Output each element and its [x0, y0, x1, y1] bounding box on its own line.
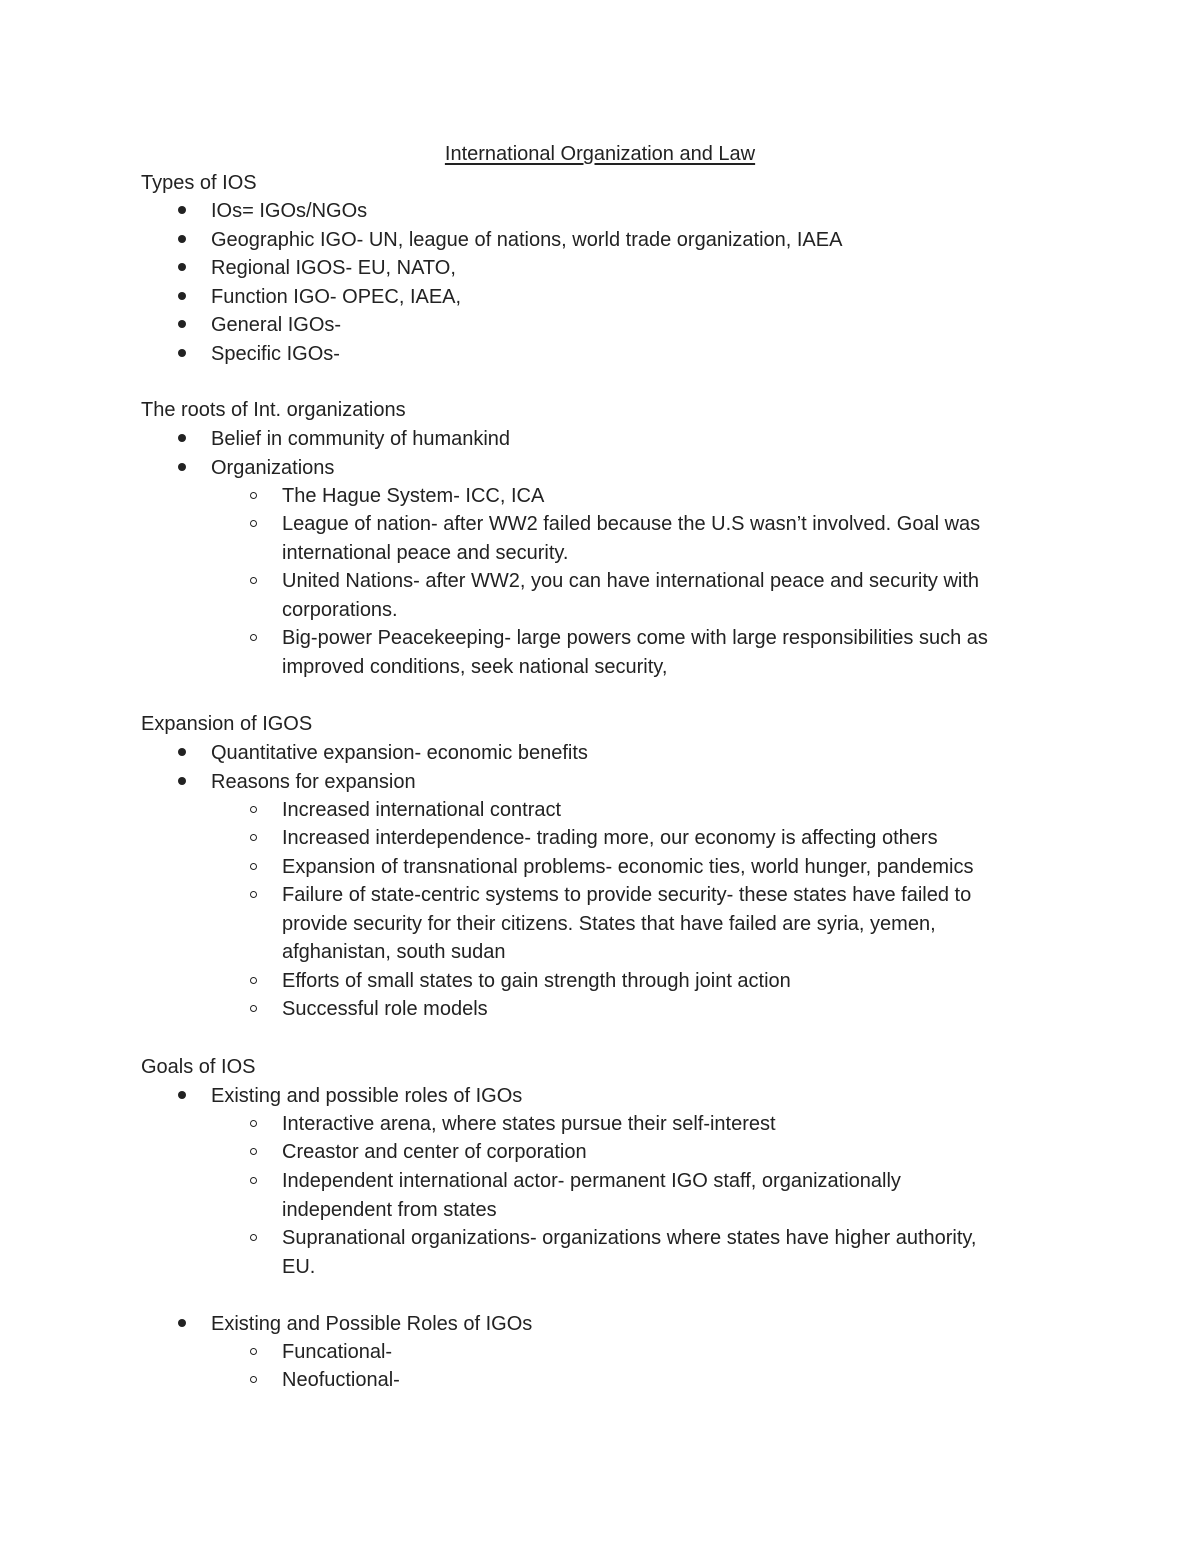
circle-bullet-icon — [250, 1120, 257, 1127]
sub-list-item: Efforts of small states to gain strength through joint action — [282, 970, 791, 992]
list-item: IOs= IGOs/NGOs — [211, 200, 368, 222]
circle-bullet-icon — [250, 1148, 257, 1155]
bullet-icon — [178, 748, 186, 756]
list-item: Regional IGOS- EU, NATO, — [211, 257, 456, 279]
sub-list-item: Supranational organizations- organizations where states have higher authority, — [282, 1227, 977, 1249]
sub-list-item: Independent international actor- permanent IGO staff, organizationally — [282, 1170, 901, 1192]
list-item: Reasons for expansion — [211, 771, 416, 793]
bullet-icon — [178, 777, 186, 785]
list-item: Belief in community of humankind — [211, 428, 511, 450]
circle-bullet-icon — [250, 1177, 257, 1184]
circle-bullet-icon — [250, 1005, 257, 1012]
sub-list-item: The Hague System- ICC, ICA — [282, 485, 545, 507]
circle-bullet-icon — [250, 577, 257, 584]
sub-list-item-continuation: independent from states — [282, 1199, 497, 1221]
list-item: General IGOs- — [211, 314, 342, 336]
sub-list-item: Successful role models — [282, 998, 488, 1020]
bullet-icon — [178, 206, 186, 214]
section-heading-goals: Goals of IOS — [141, 1056, 256, 1078]
sub-list-item-continuation: corporations. — [282, 599, 398, 621]
sub-list-item: League of nation- after WW2 failed because the U.S wasn’t involved. Goal was — [282, 513, 981, 535]
circle-bullet-icon — [250, 1376, 257, 1383]
bullet-icon — [178, 434, 186, 442]
circle-bullet-icon — [250, 1348, 257, 1355]
sub-list-item: Expansion of transnational problems- economic ties, world hunger, pandemics — [282, 856, 974, 878]
sub-list-item: Creastor and center of corporation — [282, 1141, 587, 1163]
sub-list-item: Interactive arena, where states pursue their self-interest — [282, 1113, 776, 1135]
circle-bullet-icon — [250, 977, 257, 984]
sub-list-item-continuation: EU. — [282, 1256, 316, 1278]
circle-bullet-icon — [250, 520, 257, 527]
sub-list-item-continuation: provide security for their citizens. States that have failed are syria, yemen, — [282, 913, 936, 935]
sub-list-item: Funcational- — [282, 1341, 393, 1363]
circle-bullet-icon — [250, 863, 257, 870]
circle-bullet-icon — [250, 492, 257, 499]
bullet-icon — [178, 1319, 186, 1327]
bullet-icon — [178, 1091, 186, 1099]
sub-list-item-continuation: international peace and security. — [282, 542, 569, 564]
sub-list-item: Big-power Peacekeeping- large powers come with large responsibilities such as — [282, 627, 988, 649]
list-item: Quantitative expansion- economic benefits — [211, 742, 588, 764]
bullet-icon — [178, 320, 186, 328]
list-item: Existing and possible roles of IGOs — [211, 1085, 523, 1107]
circle-bullet-icon — [250, 834, 257, 841]
page-title: International Organization and Law — [444, 143, 756, 165]
sub-list-item-continuation: improved conditions, seek national security, — [282, 656, 668, 678]
list-item: Geographic IGO- UN, league of nations, world trade organization, IAEA — [211, 229, 843, 251]
sub-list-item: Failure of state-centric systems to provide security- these states have failed to — [282, 884, 972, 906]
sub-list-item-continuation: afghanistan, south sudan — [282, 941, 506, 963]
section-heading-types: Types of IOS — [141, 172, 257, 194]
circle-bullet-icon — [250, 891, 257, 898]
bullet-icon — [178, 463, 186, 471]
bullet-icon — [178, 349, 186, 357]
list-item: Function IGO- OPEC, IAEA, — [211, 286, 462, 308]
list-item: Specific IGOs- — [211, 343, 340, 365]
sub-list-item: United Nations- after WW2, you can have international peace and security with — [282, 570, 980, 592]
circle-bullet-icon — [250, 1234, 257, 1241]
circle-bullet-icon — [250, 634, 257, 641]
section-heading-roots: The roots of Int. organizations — [141, 399, 406, 421]
bullet-icon — [178, 263, 186, 271]
list-item: Existing and Possible Roles of IGOs — [211, 1313, 533, 1335]
sub-list-item: Increased international contract — [282, 799, 562, 821]
section-heading-expansion: Expansion of IGOS — [141, 713, 313, 735]
bullet-icon — [178, 292, 186, 300]
list-item: Organizations — [211, 457, 335, 479]
bullet-icon — [178, 235, 186, 243]
sub-list-item: Increased interdependence- trading more, our economy is affecting others — [282, 827, 938, 849]
circle-bullet-icon — [250, 806, 257, 813]
sub-list-item: Neofuctional- — [282, 1369, 400, 1391]
